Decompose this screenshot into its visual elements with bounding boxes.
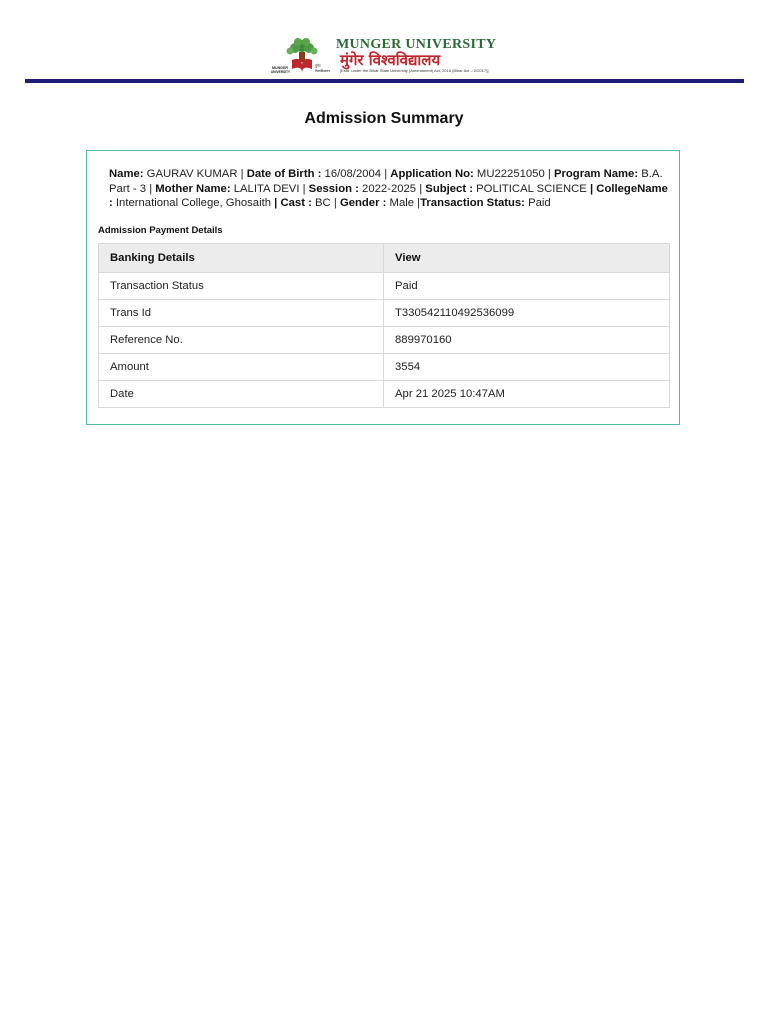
transaction-status-label: Transaction Status: <box>420 197 525 209</box>
program-value: B.A. Part - 3 <box>109 168 663 195</box>
gender-label: Gender : <box>339 197 387 209</box>
application-no-label: Application No: <box>390 168 474 180</box>
svg-text:विश्वविद्यालय: विश्वविद्यालय <box>315 69 331 73</box>
row-value: Paid <box>384 273 670 300</box>
mother-name-value: LALITA DEVI <box>233 182 300 195</box>
row-value: 3554 <box>384 354 670 381</box>
row-label: Transaction Status <box>99 273 384 300</box>
svg-text:UNIVERSITY: UNIVERSITY <box>271 70 291 74</box>
column-header-banking-details: Banking Details <box>99 244 384 273</box>
svg-text:मुंगेर: मुंगेर <box>315 64 321 68</box>
dob-label: Date of Birth : <box>246 168 322 180</box>
session-value: 2022-2025 <box>362 182 417 195</box>
header-divider <box>25 79 744 83</box>
row-label: Amount <box>99 354 384 381</box>
table-row <box>99 381 670 408</box>
subject-label: Subject : <box>425 182 473 195</box>
transaction-status-value: Paid <box>528 197 551 209</box>
subject-value: POLITICAL SCIENCE <box>476 182 587 195</box>
svg-text:MUNGER: MUNGER <box>272 66 288 70</box>
admission-summary-card <box>86 150 680 425</box>
column-header-view: View <box>384 244 670 273</box>
application-no-value: MU22251050 <box>476 168 545 180</box>
row-value: 889970160 <box>384 327 670 354</box>
program-label: Program Name: <box>553 168 639 180</box>
college-value: International College, Ghosaith <box>115 197 272 209</box>
mother-name-label: Mother Name: <box>155 182 231 195</box>
name-label: Name: <box>109 168 144 180</box>
cast-value: BC <box>315 197 331 209</box>
row-label: Reference No. <box>99 327 384 354</box>
logo-hindi-name: मुंगेर विश्वविद्यालय <box>340 51 441 69</box>
table-row <box>99 327 670 354</box>
tree-emblem-icon <box>270 36 334 76</box>
table-row <box>99 273 670 300</box>
row-value: T330542110492536099 <box>384 300 670 327</box>
name-value: GAURAV KUMAR <box>146 168 238 180</box>
row-label: Date <box>99 381 384 408</box>
college-label: CollegeName : <box>109 182 668 209</box>
dob-value: 16/08/2004 <box>324 168 382 180</box>
row-value: Apr 21 2025 10:47AM <box>384 381 670 408</box>
university-logo <box>270 30 500 78</box>
payment-section-label: Admission Payment Details <box>98 225 223 236</box>
cast-label: Cast : <box>280 197 312 209</box>
table-row <box>99 300 670 327</box>
logo-english-name: MUNGER UNIVERSITY <box>336 37 497 52</box>
row-label: Trans Id <box>99 300 384 327</box>
gender-value: Male <box>389 197 415 209</box>
student-info: Name: GAURAV KUMAR | Date of Birth : 16/08/2004 | Application No: MU22251050 | Program Name: B.A. Part - 3 | Mother Name: LALITA DEVI | Session : 2022-2025 | Subject : POLITICAL SCIENCE | CollegeName : International College, Ghosaith | Cast : BC | Gender : Male |Transaction Status: Paid <box>109 168 668 209</box>
logo-subtitle: [Estd. under the Bihar State University (Amendment) Act, 2016 (Bihar Act – 2/2017)] <box>340 68 489 73</box>
table-header-row <box>99 244 670 273</box>
payment-details-table <box>98 243 670 408</box>
page-header <box>0 30 768 80</box>
session-label: Session : <box>308 182 359 195</box>
table-row <box>99 354 670 381</box>
page-title: Admission Summary <box>304 110 464 127</box>
